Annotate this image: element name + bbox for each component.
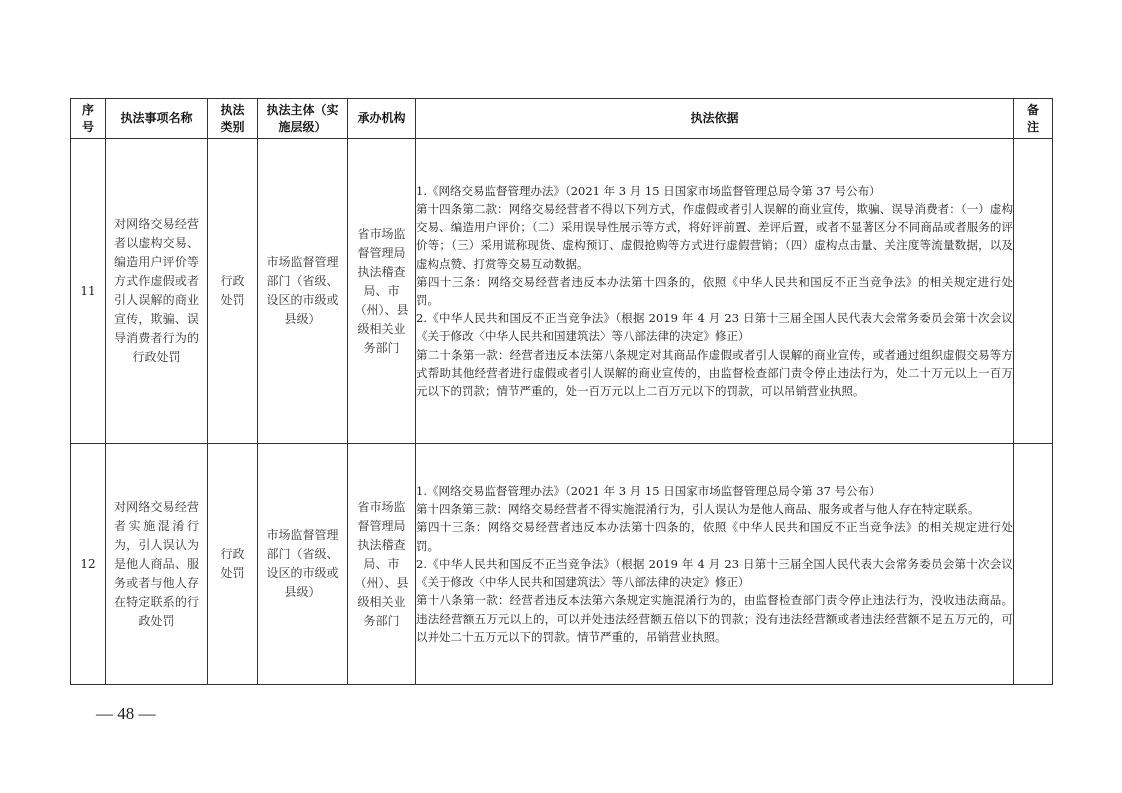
basis-paragraph: 第二十条第一款：经营者违反本法第八条规定对其商品作虚假或者引人误解的商业宣传，或者通过组织虚假交易等方式帮助其他经营者进行虚假或者引人误解的商业宣传的，由监督检查部门责令停止违法行为，处二十万元以上一百万元以下的罚款；情节严重的，处一百万元以上二百万元以下的罚款，可以吊销营业执照。	[416, 347, 1013, 399]
basis-paragraph: 第十四条第三款：网络交易经营者不得实施混淆行为，引人误认为是他人商品、服务或者与他人存在特定联系。	[416, 502, 980, 517]
header-basis: 执法依据	[416, 99, 1014, 139]
table-row	[71, 444, 1053, 685]
header-row	[71, 99, 1053, 139]
table-row	[71, 139, 1053, 444]
row-agency: 省市场监督管理局执法稽查局、市（州）、县级相关业务部门	[348, 444, 416, 685]
basis-paragraph: 2.《中华人民共和国反不正当竞争法》（根据 2019 年 4 月 23 日第十三届全国人民代表大会常务委员会第十次会议《关于修改〈中华人民共和国建筑法〉等八部法律的决定》修正）	[416, 311, 1013, 344]
row-remark	[1014, 139, 1053, 444]
row-subject: 市场监督管理部门（省级、设区的市级或县级）	[258, 444, 348, 685]
header-subject: 执法主体（实施层级）	[258, 99, 348, 139]
page-number: — 48 —	[96, 704, 156, 723]
row-category: 行政处罚	[208, 139, 258, 444]
enforcement-table	[70, 98, 1053, 685]
basis-paragraph: 1.《网络交易监督管理办法》（2021 年 3 月 15 日国家市场监督管理总局令第 37 号公布）	[416, 183, 881, 198]
row-basis	[416, 139, 1014, 444]
row-category: 行政处罚	[208, 444, 258, 685]
header-agency: 承办机构	[348, 99, 416, 139]
basis-paragraph: 第四十三条：网络交易经营者违反本办法第十四条的，依照《中华人民共和国反不正当竞争法》的相关规定进行处罚。	[416, 520, 1013, 553]
header-remark: 备注	[1014, 99, 1053, 139]
row-item-name: 对网络交易经营者以虚构交易、编造用户评价等方式作虚假或者引人误解的商业宣传，欺骗、误导消费者行为的行政处罚	[106, 139, 208, 444]
header-category: 执法类别	[208, 99, 258, 139]
basis-paragraph: 2.《中华人民共和国反不正当竞争法》（根据 2019 年 4 月 23 日第十三届全国人民代表大会常务委员会第十次会议《关于修改〈中华人民共和国建筑法〉等八部法律的决定》修正）	[416, 556, 1013, 590]
basis-paragraph: 第十四条第二款：网络交易经营者不得以下列方式，作虚假或者引人误解的商业宣传，欺骗、误导消费者：（一）虚构交易、编造用户评价；（二）采用误导性展示等方式，将好评前置、差评后置，或者不显著区分不同商品或者服务的评价等；（三）采用谎称现货、虚构预订、虚假抢购等方式进行虚假营销；（四）虚构点击量、关注度等流量数据，以及虚构点赞、打赏等交易互动数据。	[416, 201, 1013, 271]
row-item-name: 对网络交易经营者实施混淆行为，引人误认为是他人商品、服务或者与他人存在特定联系的行政处罚	[106, 444, 208, 685]
row-basis	[416, 444, 1014, 685]
basis-paragraph: 第四十三条：网络交易经营者违反本办法第十四条的，依照《中华人民共和国反不正当竞争法》的相关规定进行处罚。	[416, 274, 1013, 307]
basis-paragraph: 1.《网络交易监督管理办法》（2021 年 3 月 15 日国家市场监督管理总局令第 37 号公布）	[416, 484, 881, 499]
row-seq: 11	[71, 139, 106, 444]
row-subject: 市场监督管理部门（省级、设区的市级或县级）	[258, 139, 348, 444]
header-item-name: 执法事项名称	[106, 99, 208, 139]
row-agency: 省市场监督管理局执法稽查局、市（州）、县级相关业务部门	[348, 139, 416, 444]
row-seq: 12	[71, 444, 106, 685]
header-seq: 序号	[71, 99, 106, 139]
row-remark	[1014, 444, 1053, 685]
basis-paragraph: 第十八条第一款：经营者违反本法第六条规定实施混淆行为的，由监督检查部门责令停止违法行为，没收违法商品。违法经营额五万元以上的，可以并处违法经营额五倍以下的罚款；没有违法经营额或者违法经营额不足五万元的，可以并处二十五万元以下的罚款。情节严重的，吊销营业执照。	[416, 593, 1013, 644]
